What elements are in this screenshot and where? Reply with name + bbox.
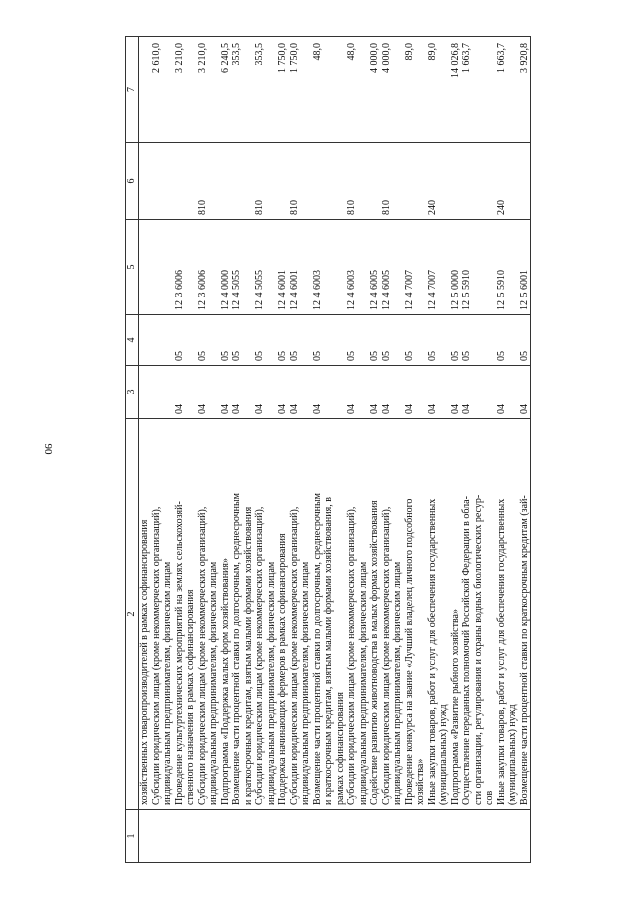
cell-subsection-code — [197, 315, 220, 366]
cell-line: 04 — [403, 404, 415, 414]
header-col-6: 6 — [126, 143, 139, 220]
cell-line: (муниципальных) нужд — [507, 704, 518, 805]
cell-section-code — [312, 366, 347, 419]
cell-target-article — [450, 220, 496, 315]
cell-line: 12 5 5910 — [495, 270, 507, 310]
cell-description — [197, 419, 220, 810]
cell-expense-type — [346, 143, 369, 220]
cell-amount — [450, 37, 496, 143]
cell-line: 05 — [369, 351, 380, 361]
table-row — [174, 37, 197, 863]
cell-line: 12 5 6001 — [518, 270, 530, 310]
cell-line: сов — [484, 790, 495, 805]
cell-description — [277, 419, 312, 810]
cell-line: Возмещение части процентной ставки по долгосрочным, среднесрочным — [231, 492, 242, 805]
header-col-7: 7 — [126, 37, 139, 143]
cell-line: Субсидии юридическим лицам (кроме некоммерческих организаций), — [150, 506, 162, 805]
cell-line: 05 — [495, 351, 507, 361]
table-row — [369, 37, 404, 863]
cell-description — [496, 419, 519, 810]
cell-line: (муниципальных) нужд — [438, 704, 449, 805]
table-body — [139, 37, 531, 863]
cell-line: 04 — [380, 404, 392, 414]
cell-description — [519, 419, 531, 810]
cell-section-code — [254, 366, 277, 419]
cell-line: 89,0 — [426, 43, 438, 61]
cell-expense-type — [369, 143, 404, 220]
cell-line: Проведение культуртехнических мероприятий на землях сельскохозяй- — [173, 501, 185, 805]
cell-line: 04 — [346, 404, 357, 414]
cell-line: рамках софинансирования — [334, 692, 346, 805]
cell-line: 05 — [518, 351, 530, 361]
cell-subsection-code — [174, 315, 197, 366]
table-header — [126, 37, 139, 863]
cell-line: 04 — [231, 404, 242, 414]
cell-line: Субсидии юридическим лицам (кроме некоммерческих организаций), — [196, 506, 208, 805]
table-row — [277, 37, 312, 863]
cell-line: 04 — [173, 404, 185, 414]
cell-subsection-code — [496, 315, 519, 366]
cell-description — [404, 419, 427, 810]
cell-amount — [197, 37, 220, 143]
cell-line: 12 4 6003 — [311, 270, 323, 310]
cell-line: 04 — [369, 404, 380, 414]
cell-line: 12 4 6001 — [277, 270, 288, 310]
cell-subsection-code — [369, 315, 404, 366]
cell-line: 89,0 — [403, 43, 415, 61]
cell-section-code — [519, 366, 531, 419]
cell-line: Возмещение части процентной ставки по краткосрочным кредитам (зай- — [518, 495, 530, 805]
cell-line: 12 4 6003 — [346, 270, 357, 310]
cell-line: 6 240,5 — [219, 43, 231, 73]
cell-target-article — [174, 220, 197, 315]
cell-line: 12 4 6005 — [380, 270, 392, 310]
cell-amount — [404, 37, 427, 143]
cell-line: 48,0 — [311, 43, 323, 61]
cell-line: индивидуальным предпринимателям, физическим лицам — [265, 561, 277, 805]
table-row — [312, 37, 347, 863]
cell-col-1 — [312, 810, 347, 863]
cell-col-1 — [220, 810, 255, 863]
cell-line — [277, 146, 289, 215]
cell-line: Проведение конкурса на звание «Лучший владелец личного подсобного — [403, 498, 415, 805]
table-row — [427, 37, 450, 863]
cell-line: 353,5 — [231, 43, 242, 66]
cell-amount — [496, 37, 519, 143]
cell-line: 04 — [196, 404, 208, 414]
cell-subsection-code — [312, 315, 347, 366]
cell-description — [369, 419, 404, 810]
table-row — [254, 37, 277, 863]
cell-description — [174, 419, 197, 810]
cell-expense-type — [427, 143, 450, 220]
cell-target-article — [427, 220, 450, 315]
cell-amount — [277, 37, 312, 143]
cell-line: Субсидии юридическим лицам (кроме некоммерческих организаций), — [288, 506, 300, 805]
cell-line: 05 — [346, 351, 357, 361]
cell-line: хозяйства» — [415, 758, 426, 805]
cell-description — [254, 419, 277, 810]
cell-line: 14 026,8 — [449, 43, 461, 78]
table-row — [346, 37, 369, 863]
cell-line: ственного назначения в рамках софинансирования — [185, 589, 196, 805]
cell-expense-type — [254, 143, 277, 220]
budget-table-container — [125, 37, 533, 863]
cell-line: 05 — [277, 351, 288, 361]
cell-description — [220, 419, 255, 810]
cell-line: 04 — [461, 404, 472, 414]
table-row — [220, 37, 255, 863]
cell-line: 05 — [426, 351, 438, 361]
cell-line: 12 4 0000 — [219, 270, 231, 310]
cell-amount — [519, 37, 531, 143]
cell-section-code — [174, 366, 197, 419]
cell-expense-type — [312, 143, 347, 220]
header-col-3: 3 — [126, 366, 139, 419]
cell-line: 4 000,0 — [369, 43, 380, 73]
cell-line: 05 — [219, 351, 231, 361]
cell-subsection-code — [277, 315, 312, 366]
cell-section-code — [496, 366, 519, 419]
cell-section-code — [369, 366, 404, 419]
cell-expense-type — [174, 143, 197, 220]
cell-description — [139, 419, 174, 810]
cell-line: 05 — [449, 351, 461, 361]
cell-line: 05 — [196, 351, 208, 361]
cell-subsection-code — [427, 315, 450, 366]
cell-line: 04 — [288, 404, 300, 414]
cell-description — [312, 419, 347, 810]
cell-target-article — [496, 220, 519, 315]
cell-line: Субсидии юридическим лицам (кроме некоммерческих организаций), — [254, 506, 265, 805]
cell-col-1 — [427, 810, 450, 863]
cell-amount — [427, 37, 450, 143]
cell-line: 04 — [254, 404, 265, 414]
budget-table — [125, 36, 531, 863]
header-row — [126, 37, 139, 863]
cell-section-code — [197, 366, 220, 419]
cell-col-1 — [450, 810, 496, 863]
cell-line: Подпрограмма «Поддержка малых форм хозяйствования» — [219, 557, 231, 805]
cell-expense-type — [139, 143, 174, 220]
cell-line: 04 — [219, 404, 231, 414]
cell-line: и краткосрочным кредитам, взятым малыми формами хозяйствования, в — [323, 497, 334, 805]
cell-line: Содействие развитию животноводства в малых формах хозяйствования — [369, 500, 380, 805]
cell-description — [427, 419, 450, 810]
cell-line: 12 4 7007 — [426, 270, 438, 310]
cell-line: 810 — [288, 200, 300, 215]
cell-line: 04 — [277, 404, 288, 414]
cell-line: 05 — [173, 351, 185, 361]
cell-line: 1 750,0 — [288, 43, 300, 73]
cell-line: 12 4 6005 — [369, 270, 380, 310]
cell-col-1 — [277, 810, 312, 863]
cell-subsection-code — [139, 315, 174, 366]
cell-line: 240 — [495, 200, 507, 215]
cell-line: 12 5 5910 — [461, 270, 472, 310]
cell-subsection-code — [450, 315, 496, 366]
cell-expense-type — [404, 143, 427, 220]
header-col-4: 4 — [126, 315, 139, 366]
cell-line: Иные закупки товаров, работ и услуг для обеспечения государственных — [426, 498, 438, 805]
cell-subsection-code — [346, 315, 369, 366]
cell-line: 05 — [254, 351, 265, 361]
cell-target-article — [254, 220, 277, 315]
cell-amount — [346, 37, 369, 143]
cell-line: 810 — [380, 200, 392, 215]
cell-line: Иные закупки товаров, работ и услуг для обеспечения государственных — [495, 498, 507, 805]
cell-target-article — [369, 220, 404, 315]
cell-description — [450, 419, 496, 810]
table-row — [404, 37, 427, 863]
cell-section-code — [346, 366, 369, 419]
cell-col-1 — [519, 810, 531, 863]
cell-col-1 — [139, 810, 174, 863]
cell-section-code — [139, 366, 174, 419]
cell-line: 1 750,0 — [277, 43, 288, 73]
cell-section-code — [277, 366, 312, 419]
cell-line: 353,5 — [254, 43, 265, 66]
cell-line: 48,0 — [346, 43, 357, 61]
cell-line: индивидуальным предпринимателям, физическим лицам — [162, 561, 173, 805]
cell-subsection-code — [254, 315, 277, 366]
cell-line: Поддержка начинающих фермеров в рамках софинансирования — [277, 533, 288, 805]
cell-line: 12 4 5055 — [231, 270, 242, 310]
cell-line: 810 — [346, 200, 357, 215]
cell-amount — [254, 37, 277, 143]
cell-line: 3 920,8 — [518, 43, 530, 73]
cell-expense-type — [496, 143, 519, 220]
cell-line: 1 663,7 — [461, 43, 472, 73]
cell-line: Субсидии юридическим лицам (кроме некоммерческих организаций), — [380, 506, 392, 805]
cell-line: 2 610,0 — [150, 43, 162, 73]
cell-description — [346, 419, 369, 810]
cell-line: индивидуальным предпринимателям, физическим лицам — [392, 561, 403, 805]
cell-amount — [220, 37, 255, 143]
cell-line: 12 5 0000 — [449, 270, 461, 310]
cell-line — [139, 43, 151, 139]
cell-line: 04 — [495, 404, 507, 414]
cell-line: индивидуальным предпринимателям, физическим лицам — [300, 561, 311, 805]
cell-target-article — [519, 220, 531, 315]
cell-subsection-code — [519, 315, 531, 366]
cell-line: 810 — [254, 200, 265, 215]
cell-expense-type — [450, 143, 496, 220]
cell-expense-type — [220, 143, 255, 220]
cell-section-code — [220, 366, 255, 419]
cell-target-article — [346, 220, 369, 315]
cell-line: 05 — [461, 351, 472, 361]
cell-line: 12 4 7007 — [403, 270, 415, 310]
cell-target-article — [404, 220, 427, 315]
table-row — [496, 37, 519, 863]
cell-col-1 — [369, 810, 404, 863]
cell-section-code — [404, 366, 427, 419]
cell-line: Осуществление переданных полномочий Российской Федерации в обла- — [461, 496, 472, 805]
cell-target-article — [197, 220, 220, 315]
cell-col-1 — [254, 810, 277, 863]
cell-line: 05 — [380, 351, 392, 361]
page-number: 90 — [42, 443, 54, 455]
cell-expense-type — [277, 143, 312, 220]
cell-col-1 — [404, 810, 427, 863]
cell-line: 4 000,0 — [380, 43, 392, 73]
cell-col-1 — [174, 810, 197, 863]
table-row — [139, 37, 174, 863]
header-col-5: 5 — [126, 220, 139, 315]
cell-line: 12 4 5055 — [254, 270, 265, 310]
cell-amount — [174, 37, 197, 143]
cell-target-article — [277, 220, 312, 315]
cell-line: сти организации, регулирования и охраны водных биологических ресур- — [472, 494, 484, 805]
cell-subsection-code — [404, 315, 427, 366]
cell-section-code — [450, 366, 496, 419]
cell-expense-type — [197, 143, 220, 220]
cell-line: 04 — [449, 404, 461, 414]
cell-amount — [312, 37, 347, 143]
cell-line: Подпрограмма «Развитие рыбного хозяйства» — [449, 609, 461, 805]
cell-line: 05 — [403, 351, 415, 361]
cell-subsection-code — [220, 315, 255, 366]
cell-line: 3 210,0 — [196, 43, 208, 73]
cell-line: 04 — [311, 404, 323, 414]
cell-line: 05 — [288, 351, 300, 361]
cell-line: 3 210,0 — [173, 43, 185, 73]
cell-target-article — [220, 220, 255, 315]
cell-line: 04 — [518, 404, 530, 414]
cell-col-1 — [496, 810, 519, 863]
cell-line: 04 — [426, 404, 438, 414]
cell-line: 05 — [231, 351, 242, 361]
table-row — [450, 37, 496, 863]
cell-section-code — [427, 366, 450, 419]
cell-line: 810 — [196, 200, 208, 215]
cell-line: Возмещение части процентной ставки по долгосрочным, среднесрочным — [311, 492, 323, 805]
table-row — [519, 37, 531, 863]
header-col-1: 1 — [126, 810, 139, 863]
cell-line: и краткосрочным кредитам, взятым малыми формами хозяйствования — [242, 506, 254, 805]
cell-amount — [139, 37, 174, 143]
cell-line: 12 3 6006 — [196, 270, 208, 310]
header-col-2: 2 — [126, 419, 139, 810]
cell-amount — [369, 37, 404, 143]
cell-line: Субсидии юридическим лицам (кроме некоммерческих организаций), — [346, 506, 357, 805]
cell-line: 12 3 6006 — [173, 270, 185, 310]
cell-line — [369, 146, 381, 215]
cell-target-article — [139, 220, 174, 315]
cell-line: 240 — [426, 200, 438, 215]
cell-col-1 — [346, 810, 369, 863]
cell-line: индивидуальным предпринимателям, физическим лицам — [357, 561, 369, 805]
cell-line: 1 663,7 — [495, 43, 507, 73]
cell-line: индивидуальным предпринимателям, физическим лицам — [208, 561, 219, 805]
cell-line: 12 4 6001 — [288, 270, 300, 310]
cell-col-1 — [197, 810, 220, 863]
cell-line: 05 — [311, 351, 323, 361]
cell-target-article — [312, 220, 347, 315]
cell-expense-type — [519, 143, 531, 220]
table-row — [197, 37, 220, 863]
cell-line: хозяйственных товаропроизводителей в рамках софинансирования — [139, 519, 150, 805]
